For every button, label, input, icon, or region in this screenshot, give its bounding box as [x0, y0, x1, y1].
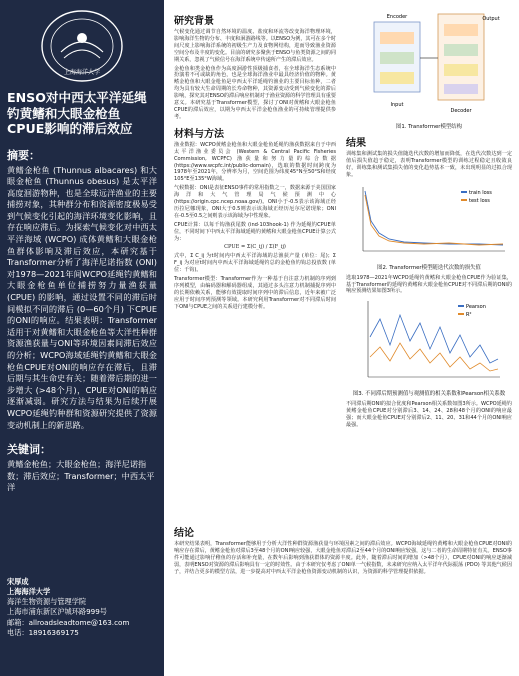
- university-logo: [39, 8, 125, 84]
- conclusion-section: [174, 520, 512, 578]
- figure-3-caption: 图3. 不同滞后期预测值与观测值的相关系数和Pearson相关系数: [352, 391, 506, 398]
- contact-block: [7, 577, 129, 638]
- methods-text-1: 渔业数据：WCPO黄鳍金枪鱼和大眼金枪鱼延绳钓渔获数据来自于中西太平洋渔业委员会 (Western & Central Pacific Fisheries Commission, WCPFC) 渔获量和努力量的综合数据 (https://www.wcpfc.int/public-domain)，选取的数据时间跨度为1978年至2021年，分辨率为月，空间范围为纬度45°N至50°S和经度105°E至135°W海域。: [174, 141, 336, 183]
- sidebar: [0, 0, 164, 676]
- figure-2-caption: 图2. Transformer模型随迭代次数的损失值: [377, 264, 481, 271]
- decoder-layer-3: [444, 64, 478, 76]
- contact-org: 上海海洋大学: [7, 586, 51, 596]
- fig1-label-output: Output: [482, 16, 500, 22]
- results-text-1: 训练集和测试集的损失值随迭代次数的增加而降低，在迭代次数达到一定值后损失值趋于稳定，表明Transformer模型的训练过程稳定且收敛良好，训练集和测试集损失值的变化趋势基本一致，未出现明显的过拟合现象。: [346, 151, 512, 178]
- contact-address: 上海市浦东新区沪城环路999号: [7, 607, 107, 617]
- abstract-text: 黄鳍金枪鱼 (Thunnus albacares) 和大眼金枪鱼 (Thunnus obesus) 是太平洋高度洄游物种，也是全球远洋渔业的主要捕捞对象，其种群分布和资源密度极易受到气候变化引起的海洋环境变化影响，且存在响应滞后。为探索气候变化对中西太平洋海域 (WCPO) 成体黄鳍和大眼金枪鱼群体影响及滞后效应，本研究基于Transformer分析了海洋尼诺指数 (ONI) 对1978—2021年间WCPO延绳钓黄鳍和大眼金枪鱼单位捕捞努力量渔获量 (CPUE) 的影响，通过设置不同的滞后时间模拟不同的滞后 (0—60个月) 下CPUE的ONI的响应。结果表明：Transformer适用于对黄鳍和大眼金枪鱼等大洋性种群资源渔获量与ONI等环境因素间滞后效应的分析；WCPO海域延绳钓黄鳍和大眼金枪鱼CPUE对ONI的响应存在滞后，且滞后期与其生命史有关；随着滞后期的进一步增大 (>48个月)，CPUE对ONI的响应逐渐减弱。研究方法与结果为后续开展WCPO延绳钓种群和资源研究提供了资源变动机制上的新思路。: [7, 164, 157, 430]
- poster-title: ENSO对中西太平洋延绳钓黄鳍和大眼金枪鱼CPUE影响的滞后效应: [7, 90, 147, 136]
- column-right: [346, 8, 512, 431]
- fig3-pearson-line: [370, 315, 498, 363]
- methods-text-2: 气候数据：ONI是表征ENSO事件的常用指数之一，数据来源于美国国家海洋和大气管理局气候预测中心 (https://origin.cpc.ncep.noaa.gov/)。ONI小于-0.5表示该海域正经历拉尼娜现象，ONI大于0.5则表示该海域正经历厄尔尼诺现象；ONI在-0.5至0.5之间则表示该海域为中性现象。: [174, 185, 336, 219]
- contact-email: 邮箱：allroadsleadtome@163.com: [7, 617, 130, 627]
- fig2-legend-train: train loss: [469, 189, 492, 196]
- decoder-layer-2: [444, 44, 478, 56]
- background-text-1: 气候变化通过调节自然环境的温度、盐度和环流等改变海洋物理环境，影响海洋生物的分布、丰度和洄游路线等。以ENSO为例，其可在多个时间尺度上影响海洋系统的初级生产力及食物网结构，进而导致渔业资源空间分布及丰度的变化。目前的研究多聚焦于ENSO与鱼类资源之间的同期关系，忽视了气候信号在海洋系统中传递所产生的滞后效应。: [174, 29, 336, 63]
- formula: CPUE = Σ(C_ij) / Σ(F_ij): [224, 244, 286, 251]
- svg-text:上海海洋大学: 上海海洋大学: [63, 69, 101, 76]
- methods-text-3: CPUE计算：以每千钩渔获尾数 (ind·103hook-1) 作为延绳钓CPUE单位，不同时间下中西太平洋海域延绳钓黄鳍和大眼金枪鱼CPUE计算公式为：: [174, 221, 336, 242]
- methods-text-5: Transformer模型：Transformer作为一种基于自注意力机制的序列到序列模型，由编码器和解码器组成，其通过多头注意力机制捕捉序列中的长期依赖关系，能够有效提取时间序列中的滞后信息，近年来被广泛应用于时间序列预测等领域。本研究利用Transformer对不同滞后时间下ONI与CPUE之间的关系进行建模分析。: [174, 276, 336, 310]
- methods-heading: 材料与方法: [174, 128, 224, 140]
- decoder-layer-1: [444, 24, 478, 36]
- fig1-label-encoder: Encoder: [386, 14, 408, 20]
- fig2-legend-swatch-train: [461, 191, 467, 193]
- fig3-legend-pearson: Pearson: [466, 304, 486, 311]
- contact-college: 海洋生物资源与管理学院: [7, 597, 87, 607]
- background-heading: 研究背景: [174, 16, 214, 27]
- fig3-legend-swatch-pearson: [458, 305, 464, 307]
- results-heading: 结果: [346, 138, 366, 149]
- keywords-heading: 关键词：: [7, 443, 51, 457]
- encoder-layer-1: [380, 32, 414, 44]
- conclusion-heading: 结论: [174, 528, 194, 539]
- main-content: [170, 0, 515, 676]
- methods-text-4: 式中，Σ C_ij 为t时间内中西太平洋海域的总渔获产量 (单位：尾)；Σ F_ij 为对应t时间内中西太平洋海域延绳钓总的金枪鱼钓钩总投放数 (单位：千钩)。: [174, 253, 336, 274]
- results-text-3: 不同滞后期ONI的拟合优度和Pearson相关系数如图3所示。WCPO延绳钓黄鳍金枪鱼CPUE对分别滞后3、14、24、28和48个月的ONI的响应最强；而大眼金枪鱼CPUE对分别滞后2、11、20、31和44个月的ONI响应最强。: [346, 401, 512, 429]
- figure-1-caption: 图1. Transformer模型结构: [395, 124, 463, 130]
- fig3-r2-line: [370, 343, 498, 371]
- results-text-2: 选取1978—2021年WCPO延绳钓黄鳍和大眼金枪鱼CPUE作为验证集，基于Transformer的延绳钓黄鳍和大眼金枪鱼CPUE对不同滞后期的ONI的响应预测结果如图3所示。: [346, 274, 512, 295]
- fig3-legend-r2: R²: [466, 312, 472, 319]
- conclusion-text: 本研究结果表明，Transformer能够用于分析大洋性种群资源渔获量与环境因素之间的滞后效应。WCPO海域延绳钓黄鳍和大眼金枪鱼CPUE对ONI的响应存在滞后，黄鳍金枪鱼对滞后3至48个月的ONI响应较强，大眼金枪鱼对滞后2至44个月的ONI响应较强，这与二者的生命周期特征有关。ENSO事件可能通过影响仔稚鱼的存活和补充量，在数年后影响到渔获群体的资源丰度。此外，随着滞后时间的增加（>48个月），CPUE对ONI的响应逐渐减弱，表明ENSO对资源的滞后影响具有一定的时效性。由于本研究仅考虑了ONI单一气候指数，未来研究应纳入太平洋年代际振荡 (PDO) 等其他气候因子，并结合更多的模型方法，进一步提高对中西太平洋金枪鱼资源变动机制的认识，为资源的科学管理提供依据。: [174, 541, 512, 575]
- figure-2-loss-chart: [349, 181, 509, 261]
- fig1-label-input: Input: [390, 102, 404, 108]
- figure-1-transformer-diagram: [354, 8, 504, 120]
- background-text-2: 金枪鱼和类金枪鱼作为高度洄游性顶级捕食者，在全球海洋生态系统中扮演着不可或缺的角色，也是全球海洋渔业中最具经济价值的物种。黄鳍金枪鱼和大眼金枪鱼是中西太平洋延绳钓渔业的主要目标鱼种，二者均为具有较大生命周期的长寿命物种，其资源变动受到气候变化的滞后影响，探究其对ENSO的滞后响应机制对于渔业资源的科学管理具有重要意义。本研究基于Transformer模型，探讨了ONI对黄鳍和大眼金枪鱼CPUE的滞后效应，以期为中西太平洋金枪鱼渔业的可持续管理提供参考。: [174, 65, 336, 120]
- fig2-legend-test: test loss: [469, 197, 490, 204]
- logo-emblem-icon: [39, 8, 125, 84]
- abstract-heading: 摘要：: [7, 148, 40, 162]
- contact-name: 宋厚成: [7, 576, 29, 586]
- figure-3-correlation-chart: [354, 297, 504, 387]
- column-left: [174, 8, 336, 313]
- encoder-layer-2: [380, 52, 414, 64]
- fig2-legend-swatch-test: [461, 199, 467, 201]
- keywords-text: 黄鳍金枪鱼；大眼金枪鱼；海洋尼诺指数；滞后效应；Transformer；中西太平洋: [7, 459, 155, 492]
- fig3-legend-swatch-r2: [458, 313, 464, 315]
- contact-phone: 电话：18916369175: [7, 627, 79, 637]
- fig1-label-decoder: Decoder: [450, 108, 472, 114]
- decoder-layer-4: [444, 84, 478, 94]
- encoder-layer-3: [380, 72, 414, 84]
